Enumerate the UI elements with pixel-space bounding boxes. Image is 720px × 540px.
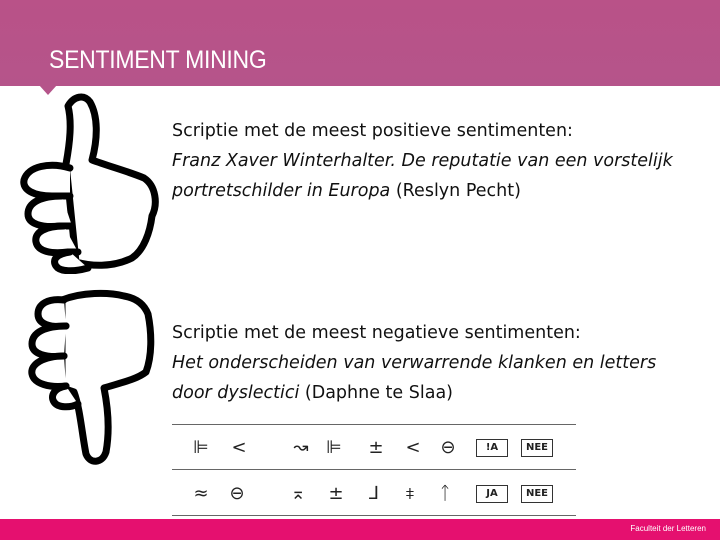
positive-heading: Scriptie met de meest positieve sentimenten: xyxy=(172,121,573,141)
sample-symbol: ⧧ xyxy=(405,483,415,504)
sample-box-symbol: JA xyxy=(476,485,508,503)
negative-heading: Scriptie met de meest negatieve sentimenten: xyxy=(172,323,581,343)
negative-thesis xyxy=(172,348,692,408)
sample-symbol: ↝ xyxy=(293,437,309,458)
sample-rule xyxy=(172,469,576,470)
positive-author: (Reslyn Pecht) xyxy=(395,181,521,201)
positive-thesis xyxy=(172,146,692,206)
footer-text: Faculteit der Letteren xyxy=(630,524,706,533)
sample-box-symbol: NEE xyxy=(521,439,553,457)
sample-symbol: < xyxy=(405,437,421,458)
positive-block xyxy=(172,116,692,206)
sample-symbol: ⊫ xyxy=(193,437,209,458)
slide-title: SENTIMENT MINING xyxy=(49,46,267,74)
sample-symbol: ≈ xyxy=(193,483,209,504)
sample-symbol: < xyxy=(231,437,247,458)
symbol-sample-image xyxy=(172,424,576,519)
sample-box-symbol: !A xyxy=(476,439,508,457)
negative-thesis-title: Het onderscheiden van verwarrende klanken en letters door dyslectici xyxy=(172,353,657,403)
thumbs-up-icon xyxy=(12,92,162,274)
sample-symbol: ⅃ xyxy=(368,483,380,504)
sample-rule xyxy=(172,424,576,425)
sample-symbol: ⊫ xyxy=(326,437,342,458)
sample-symbol: ± xyxy=(368,437,384,458)
sample-symbol: ⌅ xyxy=(290,483,306,504)
sample-rule xyxy=(172,515,576,516)
sample-symbol: ᛏ xyxy=(439,483,451,504)
sample-symbol: ± xyxy=(328,483,344,504)
sample-row-2 xyxy=(172,479,576,509)
sample-row-1 xyxy=(172,433,576,463)
thumbs-down-icon xyxy=(12,284,162,470)
negative-block xyxy=(172,318,692,408)
positive-thesis-title: Franz Xaver Winterhalter. De reputatie van een vorstelijk portretschilder in Europa xyxy=(172,151,673,201)
sample-symbol: ⊖ xyxy=(229,483,245,504)
footer-bar xyxy=(0,519,720,540)
negative-author: (Daphne te Slaa) xyxy=(304,383,453,403)
sample-symbol: ⊖ xyxy=(440,437,456,458)
sample-box-symbol: NEE xyxy=(521,485,553,503)
